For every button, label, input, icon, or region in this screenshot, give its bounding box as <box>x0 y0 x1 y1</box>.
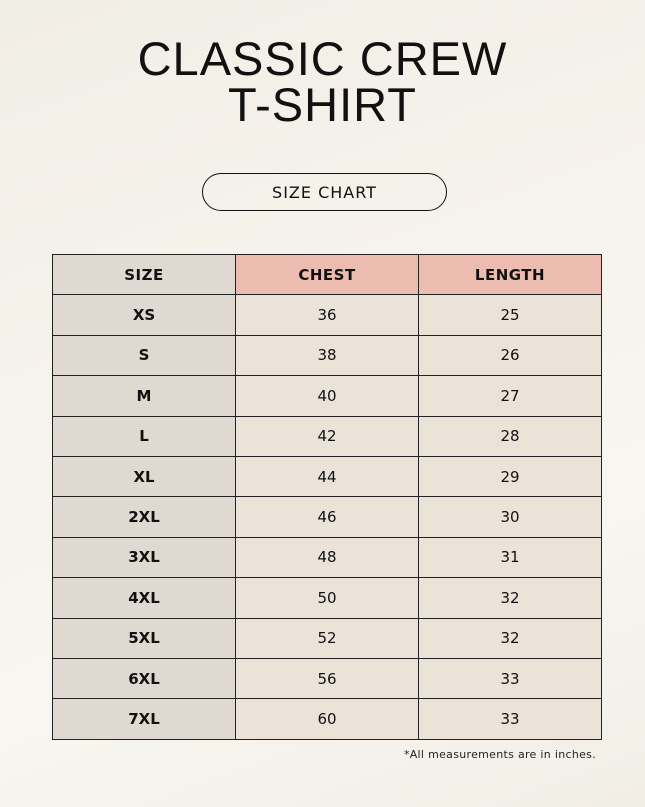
table-header-row <box>53 255 602 295</box>
length-cell: 25 <box>419 295 602 335</box>
chest-cell: 38 <box>236 335 419 375</box>
size-cell: 6XL <box>53 658 236 698</box>
page-title <box>0 32 645 131</box>
size-cell: M <box>53 376 236 416</box>
length-cell: 32 <box>419 578 602 618</box>
size-cell: XS <box>53 295 236 335</box>
length-cell: 32 <box>419 618 602 658</box>
chest-cell: 50 <box>236 578 419 618</box>
table-row <box>53 658 602 698</box>
length-cell: 33 <box>419 658 602 698</box>
table-row <box>53 295 602 335</box>
column-header-size: SIZE <box>53 255 236 295</box>
size-table <box>52 254 602 740</box>
chest-cell: 36 <box>236 295 419 335</box>
length-cell: 31 <box>419 537 602 577</box>
chest-cell: 44 <box>236 456 419 496</box>
size-cell: 2XL <box>53 497 236 537</box>
length-cell: 29 <box>419 456 602 496</box>
chest-cell: 42 <box>236 416 419 456</box>
size-chart-badge: SIZE CHART <box>202 173 447 211</box>
table-row <box>53 497 602 537</box>
table-row <box>53 578 602 618</box>
size-cell: 3XL <box>53 537 236 577</box>
chest-cell: 48 <box>236 537 419 577</box>
column-header-length: LENGTH <box>419 255 602 295</box>
size-cell: S <box>53 335 236 375</box>
table-row <box>53 376 602 416</box>
length-cell: 26 <box>419 335 602 375</box>
table-row <box>53 699 602 739</box>
measurement-footnote: *All measurements are in inches. <box>403 748 596 761</box>
size-cell: 5XL <box>53 618 236 658</box>
chest-cell: 60 <box>236 699 419 739</box>
table-row <box>53 618 602 658</box>
table-row <box>53 416 602 456</box>
size-cell: XL <box>53 456 236 496</box>
title-line-2: T-SHIRT <box>228 78 417 131</box>
length-cell: 27 <box>419 376 602 416</box>
length-cell: 33 <box>419 699 602 739</box>
column-header-chest: CHEST <box>236 255 419 295</box>
size-cell: 4XL <box>53 578 236 618</box>
table-row <box>53 456 602 496</box>
title-line-1: CLASSIC CREW <box>137 32 508 85</box>
size-cell: L <box>53 416 236 456</box>
chest-cell: 46 <box>236 497 419 537</box>
size-cell: 7XL <box>53 699 236 739</box>
chest-cell: 56 <box>236 658 419 698</box>
length-cell: 30 <box>419 497 602 537</box>
chest-cell: 40 <box>236 376 419 416</box>
length-cell: 28 <box>419 416 602 456</box>
table-row <box>53 537 602 577</box>
chest-cell: 52 <box>236 618 419 658</box>
table-row <box>53 335 602 375</box>
